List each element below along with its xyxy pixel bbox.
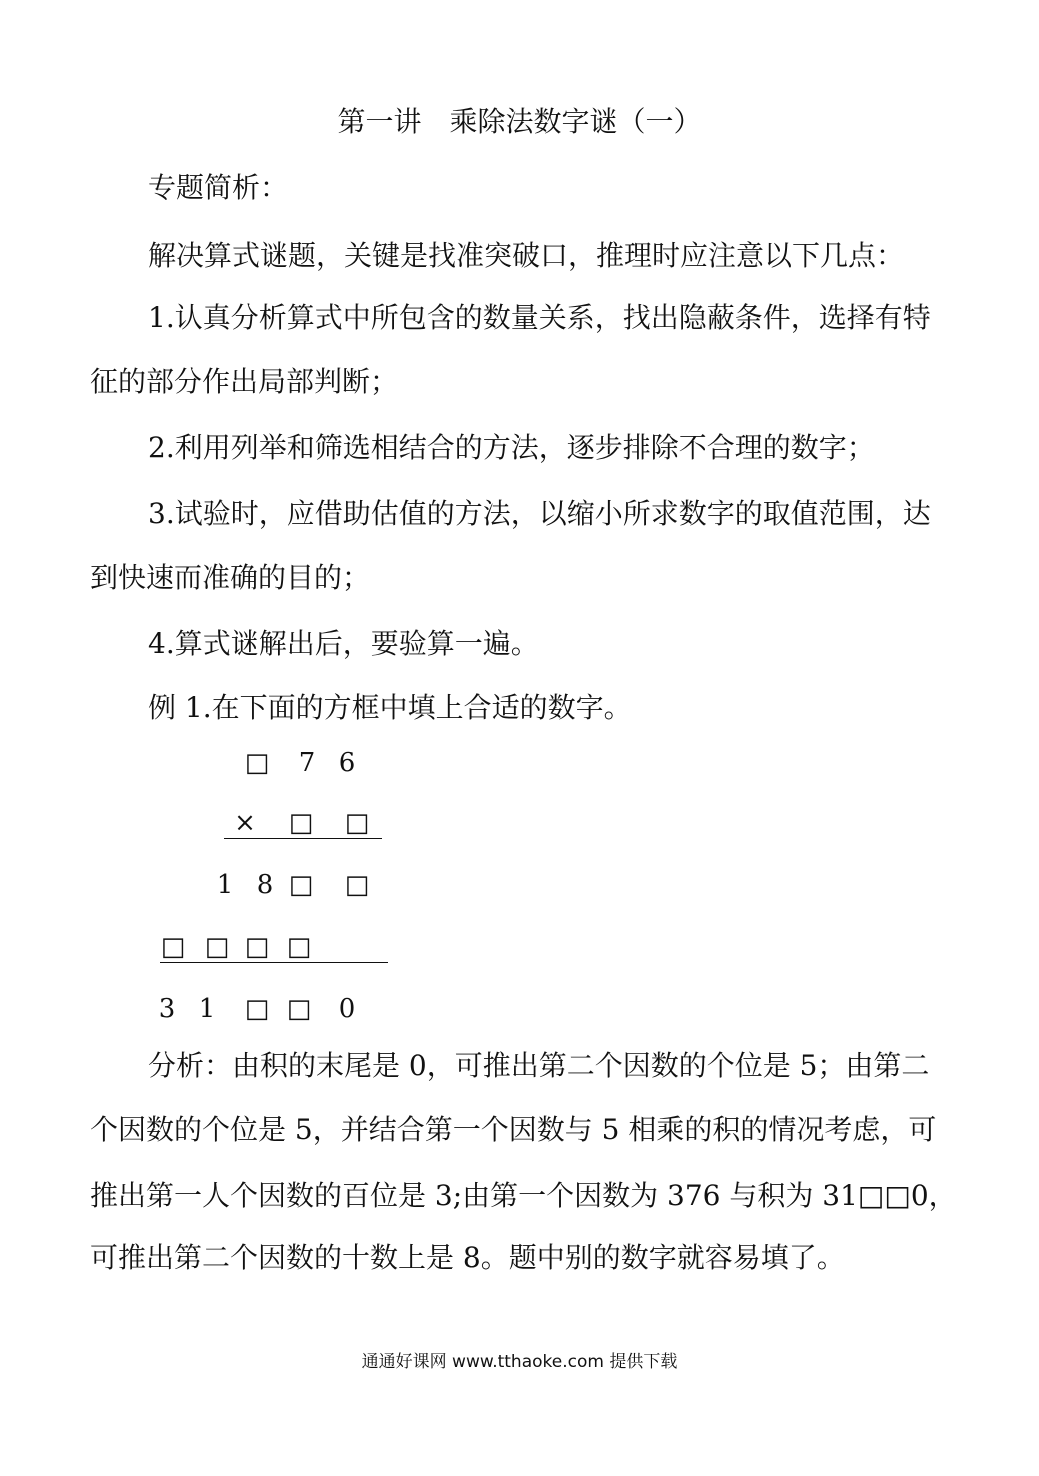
point-3-line-2: 到快速而准确的目的；	[90, 561, 371, 594]
point-3-line-1: 3.试验时，应借助估值的方法，以缩小所求数字的取值范围，达	[148, 497, 931, 530]
analysis-line-4: 可推出第二个因数的十数上是 8。题中别的数字就容易填了。	[90, 1241, 845, 1274]
point-1-line-2: 征的部分作出局部判断；	[90, 365, 399, 398]
puzzle-cell: 7	[298, 748, 316, 778]
multiply-sign: ×	[234, 808, 256, 838]
page-footer: 通通好课网 www.tthaoke.com 提供下载	[361, 1352, 678, 1372]
puzzle-cell: □	[344, 870, 370, 900]
point-1-line-1: 1.认真分析算式中所包含的数量关系，找出隐蔽条件，选择有特	[148, 301, 931, 334]
example-statement: 例 1.在下面的方框中填上合适的数字。	[148, 691, 632, 724]
puzzle-cell: 0	[338, 994, 356, 1024]
puzzle-cell: 8	[256, 870, 274, 900]
puzzle-cell: 3	[158, 994, 176, 1024]
first-rule	[224, 838, 382, 839]
puzzle-cell: □	[288, 808, 314, 838]
intro-paragraph: 解决算式谜题，关键是找准突破口，推理时应注意以下几点：	[148, 239, 905, 272]
puzzle-cell: □	[244, 748, 270, 778]
puzzle-cell: 6	[338, 748, 356, 778]
analysis-line-1: 分析：由积的末尾是 0，可推出第二个因数的个位是 5；由第二	[148, 1049, 930, 1082]
puzzle-cell: □	[286, 932, 312, 962]
puzzle-cell: 1	[216, 870, 234, 900]
puzzle-cell: □	[160, 932, 186, 962]
point-4: 4.算式谜解出后，要验算一遍。	[148, 627, 539, 660]
puzzle-cell: □	[244, 932, 270, 962]
point-2: 2.利用列举和筛选相结合的方法，逐步排除不合理的数字；	[148, 431, 875, 464]
puzzle-cell: 1	[198, 994, 216, 1024]
second-rule	[160, 962, 388, 963]
analysis-line-2: 个因数的个位是 5，并结合第一个因数与 5 相乘的积的情况考虑，可	[90, 1113, 937, 1146]
section-heading: 专题简析：	[148, 171, 289, 204]
puzzle-cell: □	[288, 870, 314, 900]
puzzle-cell: □	[204, 932, 230, 962]
puzzle-cell: □	[244, 994, 270, 1024]
analysis-line-3: 推出第一人个因数的百位是 3;由第一个因数为 376 与积为 31□□0，	[90, 1179, 957, 1212]
page-title: 第一讲 乘除法数字谜（一）	[337, 105, 702, 138]
puzzle-cell: □	[344, 808, 370, 838]
puzzle-cell: □	[286, 994, 312, 1024]
